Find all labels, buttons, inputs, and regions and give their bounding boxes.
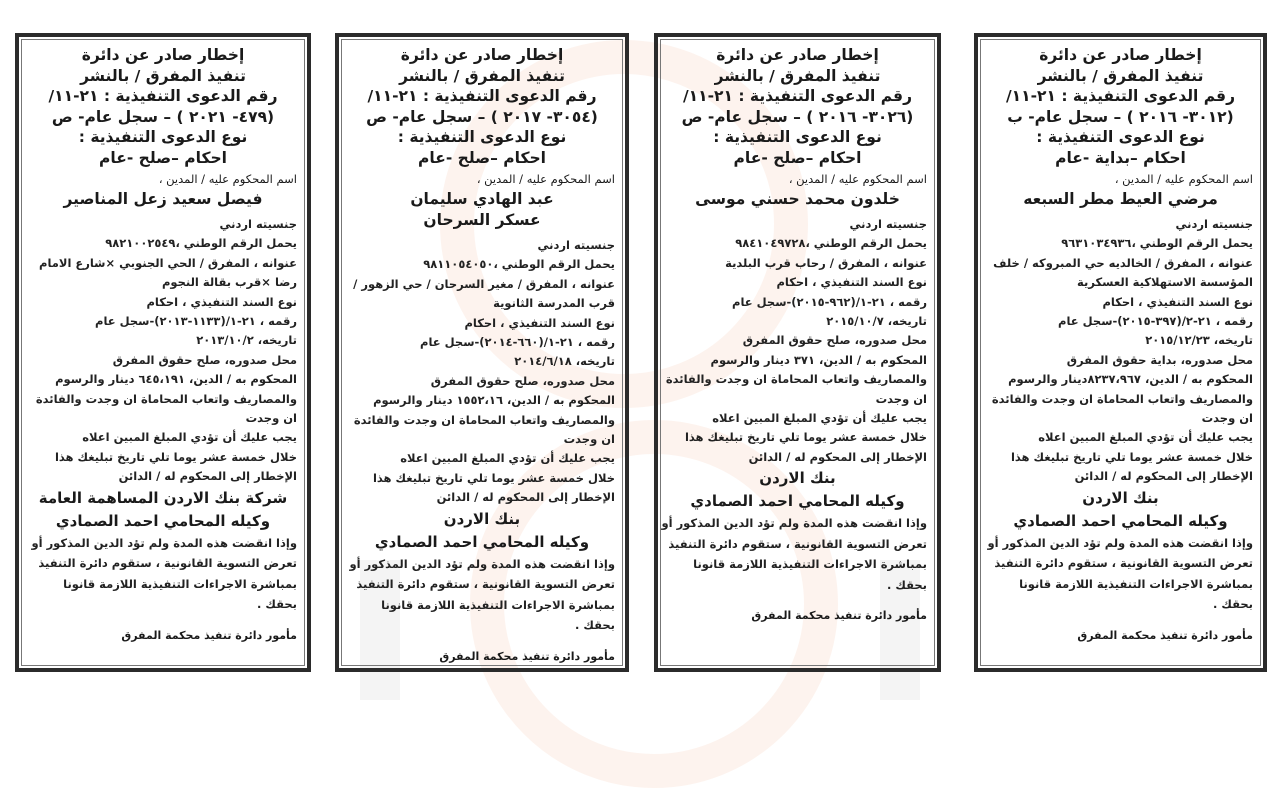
debtor-label: اسم المحكوم عليه / المدين ، — [476, 172, 615, 186]
notice-body-line: جنسيته اردني — [219, 217, 297, 231]
notice-title-line: احكام –بداية -عام — [1055, 148, 1186, 167]
closing-line: بمباشرة الاجراءات التنفيذية اللازمة قانونا — [63, 576, 297, 591]
closing-line: بمباشرة الاجراءات التنفيذية اللازمة قانونا — [381, 597, 615, 612]
notice-body-line: محل صدوره، بداية حقوق المفرق — [1066, 352, 1253, 367]
notice-title-line: إخطار صادر عن دائرة — [716, 46, 879, 64]
creditor-line: وكيله المحامي احمد الصمادي — [374, 532, 590, 551]
debtor-label: اسم المحكوم عليه / المدين ، — [788, 172, 927, 186]
debtor-name-line: خلدون محمد حسني موسى — [695, 190, 900, 208]
notice-2 — [335, 33, 629, 672]
notice-body-line: الإخطار إلى المحكوم له / الدائن — [436, 490, 615, 505]
closing-line: تعرض التسوية القانونية ، ستقوم دائرة التنفيذ — [994, 556, 1253, 571]
notice-body-line: يجب عليك أن تؤدي المبلغ المبين اعلاه — [1038, 430, 1253, 445]
notice-body-line: يجب عليك أن تؤدي المبلغ المبين اعلاه — [400, 451, 615, 466]
notice-title-line: (٤٧٩- ٢٠٢١ ) – سجل عام- ص — [51, 107, 275, 126]
signature: مأمور دائرة تنفيذ محكمة المفرق — [1077, 628, 1253, 642]
debtor-label: اسم المحكوم عليه / المدين ، — [158, 172, 297, 186]
notice-body-line: خلال خمسة عشر يوما تلي تاريخ تبليغك هذا — [684, 430, 927, 445]
notice-3 — [654, 33, 941, 672]
closing-line: بحقك . — [887, 577, 927, 592]
notice-body-line: رضا ×قرب بقالة النجوم — [161, 275, 297, 290]
notice-title-line: تنفيذ المفرق / بالنشر — [1037, 66, 1204, 85]
notice-body-line: يجب عليك أن تؤدي المبلغ المبين اعلاه — [82, 430, 297, 445]
notice-title-line: احكام –صلح -عام — [418, 148, 546, 167]
notice-body-line: ان وجدت — [875, 391, 927, 406]
notice-body-line: عنوانه ، المفرق / الحي الجنوبي ×شارع الامام — [39, 255, 297, 270]
signature: مأمور دائرة تنفيذ محكمة المفرق — [121, 628, 297, 642]
notice-body-line: عنوانه ، المفرق / مغير السرحان / حي الزهور / — [353, 276, 615, 291]
notice-body-line: والمصاريف واتعاب المحاماة ان وجدت والفائدة — [665, 372, 927, 387]
closing-line: وإذا انقضت هذه المدة ولم تؤد الدين المذكور أو — [31, 535, 297, 550]
notice-title-line: رقم الدعوى التنفيذية : ٢١-١١/ — [682, 87, 912, 105]
closing-line: بحقك . — [257, 597, 297, 612]
notice-body-line: خلال خمسة عشر يوما تلي تاريخ تبليغك هذا — [1010, 449, 1253, 464]
notice-body-line: المؤسسة الاستهلاكية العسكرية — [1077, 275, 1253, 290]
notice-title-line: احكام –صلح -عام — [733, 148, 862, 167]
notice-body-line: المحكوم به / الدين، ٦٤٥،١٩١ دينار والرسوم — [55, 372, 297, 387]
notice-body-line: جنسيته اردني — [537, 238, 615, 252]
notice-title-line: (٣٠٥٤- ٢٠١٧ ) – سجل عام- ص — [366, 107, 598, 126]
debtor-name — [349, 189, 615, 231]
notice-body-line: رقمه ، ٢١-٢/(٣٩٧-٢٠١٥)-سجل عام — [1058, 314, 1253, 329]
notice-title-line: نوع الدعوى التنفيذية : — [397, 128, 567, 146]
debtor-name — [668, 189, 927, 210]
signature: مأمور دائرة تنفيذ محكمة المفرق — [439, 649, 615, 663]
notice-body-line: رقمه ، ٢١-١/(٦٦٠-٢٠١٤)-سجل عام — [420, 335, 615, 350]
notice-body-line: محل صدوره، صلح حقوق المفرق — [430, 373, 615, 388]
notice-body-line: يحمل الرقم الوطني ،٩٨١١٠٥٤٠٥٠ — [423, 257, 615, 272]
notice-body-line: جنسيته اردني — [849, 217, 927, 231]
notice-body-line: ان وجدت — [1201, 411, 1253, 426]
closing-line: بحقك . — [1213, 597, 1253, 612]
notice-body-line: والمصاريف واتعاب المحاماة ان وجدت والفائدة — [353, 412, 615, 427]
notice-title-line: نوع الدعوى التنفيذية : — [713, 128, 882, 146]
notice-body-line: نوع السند التنفيذي ، احكام — [464, 315, 615, 330]
creditor-line: وكيله المحامي احمد الصمادي — [690, 492, 905, 511]
notice-title-line: إخطار صادر عن دائرة — [1039, 46, 1202, 64]
debtor-label: اسم المحكوم عليه / المدين ، — [1114, 172, 1253, 186]
closing-line: وإذا انقضت هذه المدة ولم تؤد الدين المذكور أو — [661, 516, 927, 531]
creditor-line: شركة بنك الاردن المساهمة العامة — [38, 488, 288, 507]
notice-body-line: رقمه ، ٢١-١/(٩٦٢-٢٠١٥)-سجل عام — [732, 294, 927, 309]
notice-title-line: نوع الدعوى التنفيذية : — [78, 128, 248, 146]
creditor-line: بنك الاردن — [1082, 488, 1159, 507]
notice-body-line: تاريخه، ٢٠١٥/١٠/٧ — [826, 314, 927, 329]
notice-1 — [15, 33, 311, 672]
notice-body-line: خلال خمسة عشر يوما تلي تاريخ تبليغك هذا — [372, 470, 615, 485]
notice-body-line: عنوانه ، المفرق / رحاب قرب البلدية — [725, 255, 927, 270]
notice-body-line: الإخطار إلى المحكوم له / الدائن — [748, 449, 927, 464]
notice-title-line: تنفيذ المفرق / بالنشر — [80, 66, 246, 85]
closing-line: بحقك . — [575, 618, 615, 633]
notice-body-line: والمصاريف واتعاب المحاماة ان وجدت والفائدة — [35, 391, 297, 406]
notice-title-line: رقم الدعوى التنفيذية : ٢١-١١/ — [367, 87, 597, 105]
debtor-name-line: عسكر السرحان — [423, 211, 541, 229]
notice-title-line: إخطار صادر عن دائرة — [400, 46, 564, 64]
notice-body-line: والمصاريف واتعاب المحاماة ان وجدت والفائدة — [991, 391, 1253, 406]
notice-body-line: الإخطار إلى المحكوم له / الدائن — [1074, 469, 1253, 484]
debtor-name — [29, 189, 297, 210]
notice-body-line: قرب المدرسة الثانوية — [493, 296, 615, 311]
notice-title-line: نوع الدعوى التنفيذية : — [1036, 128, 1205, 146]
closing-line: وإذا انقضت هذه المدة ولم تؤد الدين المذكور أو — [987, 535, 1253, 550]
notice-body-line: جنسيته اردني — [1175, 217, 1253, 231]
notice-title-line: إخطار صادر عن دائرة — [81, 46, 245, 64]
notice-title-line: تنفيذ المفرق / بالنشر — [399, 66, 565, 85]
notice-body-line: ان وجدت — [245, 411, 297, 426]
debtor-name-line: عبد الهادي سليمان — [410, 190, 554, 208]
notice-title-line: (٣٠٢٦- ٢٠١٦ ) – سجل عام- ص — [681, 107, 914, 126]
debtor-name-line: مرضي العيط مطر السبعه — [1023, 190, 1218, 208]
notice-body-line: يحمل الرقم الوطني ،٩٨٤١٠٤٩٧٢٨ — [735, 236, 927, 251]
notice-body-line: عنوانه ، المفرق / الخالديه حي المبروكه / خلف — [993, 255, 1253, 270]
notice-body-line: يحمل الرقم الوطني ،٩٦٣١٠٣٤٩٣٦ — [1061, 236, 1253, 251]
notice-body-line: نوع السند التنفيذي ، احكام — [1102, 294, 1253, 309]
signature: مأمور دائرة تنفيذ محكمة المفرق — [751, 609, 927, 623]
notice-body-line: محل صدوره، صلح حقوق المفرق — [112, 352, 297, 367]
creditor-line: وكيله المحامي احمد الصمادي — [1013, 511, 1228, 530]
notice-title-line: احكام –صلح -عام — [99, 148, 227, 167]
notice-body-line: يجب عليك أن تؤدي المبلغ المبين اعلاه — [712, 411, 927, 426]
notice-title-line: رقم الدعوى التنفيذية : ٢١-١١/ — [1005, 87, 1235, 105]
notice-body-line: ان وجدت — [563, 432, 615, 447]
notice-title-line: (٣٠١٢- ٢٠١٦ ) – سجل عام- ب — [1007, 107, 1234, 126]
notice-body-line: الإخطار إلى المحكوم له / الدائن — [118, 469, 297, 484]
closing-line: تعرض التسوية القانونية ، ستقوم دائرة التنفيذ — [38, 556, 297, 571]
closing-line: بمباشرة الاجراءات التنفيذية اللازمة قانونا — [693, 557, 927, 572]
debtor-name — [988, 189, 1253, 210]
notice-body-line: تاريخه، ٢٠١٥/١٢/٢٣ — [1145, 333, 1253, 348]
notice-body-line: يحمل الرقم الوطني ،٩٨٢١٠٠٢٥٤٩ — [105, 236, 297, 251]
notice-body-line: تاريخه، ٢٠١٤/٦/١٨ — [514, 354, 615, 369]
notice-title-line: تنفيذ المفرق / بالنشر — [714, 66, 881, 85]
notice-body-line: المحكوم به / الدين، ١٥٥٢،١٦ دينار والرسوم — [373, 393, 615, 408]
notice-body-line: رقمه ، ٢١-١/(١١٣٣-٢٠١٣)-سجل عام — [95, 314, 297, 329]
notice-body-line: المحكوم به / الدين، ٣٧١ دينار والرسوم — [710, 352, 927, 367]
notice-body-line: نوع السند التنفيذي ، احكام — [776, 275, 927, 290]
notice-body-line: نوع السند التنفيذي ، احكام — [146, 294, 297, 309]
notice-body-line: تاريخه، ٢٠١٣/١٠/٢ — [196, 333, 297, 348]
notice-body-line: المحكوم به / الدين، ٨٢٣٧،٩٦٧دينار والرسوم — [1008, 372, 1253, 387]
debtor-name-line: فيصل سعيد زعل المناصير — [63, 190, 263, 208]
notice-body-line: محل صدوره، صلح حقوق المفرق — [742, 333, 927, 348]
creditor-line: وكيله المحامي احمد الصمادي — [55, 511, 271, 530]
notice-body-line: خلال خمسة عشر يوما تلي تاريخ تبليغك هذا — [54, 449, 297, 464]
creditor-line: بنك الاردن — [443, 509, 521, 528]
closing-line: تعرض التسوية القانونية ، ستقوم دائرة التنفيذ — [668, 536, 927, 551]
notice-title-line: رقم الدعوى التنفيذية : ٢١-١١/ — [48, 87, 278, 105]
closing-line: وإذا انقضت هذه المدة ولم تؤد الدين المذكور أو — [349, 556, 615, 571]
notice-4 — [974, 33, 1267, 672]
closing-line: تعرض التسوية القانونية ، ستقوم دائرة التنفيذ — [356, 577, 615, 592]
closing-line: بمباشرة الاجراءات التنفيذية اللازمة قانونا — [1019, 576, 1253, 591]
creditor-line: بنك الاردن — [759, 469, 836, 488]
